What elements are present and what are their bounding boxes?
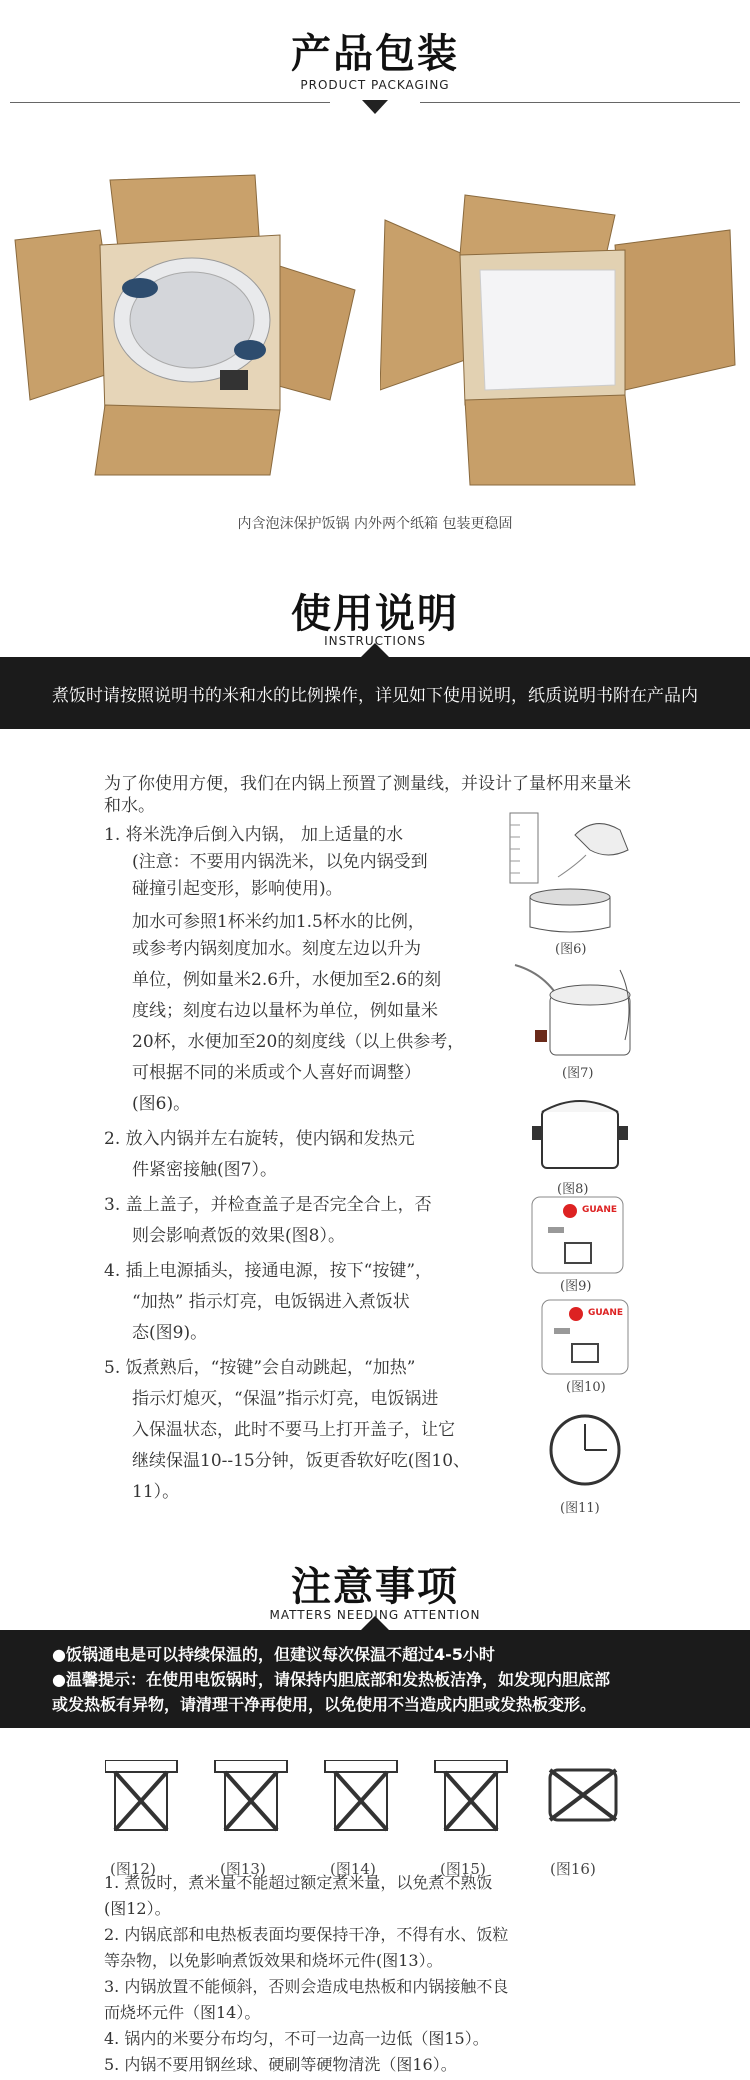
step4-line: 4. 插上电源插头，接通电源，按下“按键”， — [104, 1261, 433, 1281]
instructions-banner — [0, 657, 750, 729]
step5-line: 指示灯熄灭，“保温”指示灯亮，电饭锅进 — [132, 1389, 439, 1409]
attention-item: (图12）。 — [104, 1899, 171, 1918]
attention-banner-line: 或发热板有异物，请清理干净再使用，以免使用不当造成内胆或发热板变形。 — [52, 1695, 597, 1714]
step1-line: 加水可参照1杯米约加1.5杯水的比例， — [132, 912, 425, 932]
attention-item: 1. 煮饭时，煮米量不能超过额定煮米量，以免煮不熟饭 — [104, 1873, 493, 1892]
packaging-caption: 内含泡沫保护饭锅 内外两个纸箱 包装更稳固 — [237, 516, 513, 532]
warning-figures-row — [105, 1760, 665, 1850]
attention-subtitle: MATTERS NEEDING ATTENTION — [269, 1608, 481, 1622]
packaging-title: 产品包装 — [291, 31, 459, 77]
figure6-caption: (图6) — [555, 942, 587, 957]
instructions-title: 使用说明 — [291, 591, 459, 637]
step5-line: 11）。 — [132, 1482, 180, 1502]
step1-line: 或参考内锅刻度加水。刻度左边以升为 — [132, 939, 421, 959]
step1-line: 碰撞引起变形，影响使用)。 — [132, 879, 343, 899]
figure10-brand: GUANE — [588, 1308, 624, 1318]
attention-item: 等杂物，以免影响煮饭效果和烧坏元件(图13）。 — [104, 1951, 443, 1970]
step2-line: 2. 放入内锅并左右旋转，使内锅和发热元 — [104, 1129, 415, 1149]
figure15-caption: (图15) — [440, 1860, 486, 1878]
banner-notch — [361, 643, 389, 657]
step1-line: 度线；刻度右边以量杯为单位，例如量米 — [132, 1001, 438, 1021]
figure12-caption: (图12) — [110, 1860, 156, 1878]
step3-line: 3. 盖上盖子，并检查盖子是否完全合上，否 — [104, 1195, 432, 1215]
figure7-illustration — [505, 950, 645, 1065]
attention-list — [104, 1870, 664, 2078]
step1-line: 单位，例如量米2.6升，水便加至2.6的刻 — [132, 970, 442, 990]
figure9-brand: GUANE — [582, 1205, 618, 1215]
step4-line: 态(图9)。 — [132, 1323, 208, 1343]
step3-line: 则会影响煮饭的效果(图8）。 — [132, 1226, 345, 1246]
step5-line: 入保温状态，此时不要马上打开盖子，让它 — [132, 1420, 455, 1440]
down-arrow-icon — [362, 100, 388, 114]
instructions-banner-text: 煮饭时请按照说明书的米和水的比例操作，详见如下使用说明，纸质说明书附在产品内 — [52, 686, 698, 706]
divider-left — [10, 102, 330, 103]
intro-text: 为了你使用方便，我们在内锅上预置了测量线，并设计了量杯用来量米和水。 — [104, 774, 631, 816]
figure13-caption: (图13) — [220, 1860, 266, 1878]
box-with-cooker-photo — [10, 170, 370, 480]
step1-line: 1. 将米洗净后倒入内锅， 加上适量的水 — [104, 825, 404, 845]
figure10-caption: (图10) — [566, 1380, 606, 1395]
figure7-caption: (图7) — [562, 1066, 594, 1081]
instructions-subtitle: INSTRUCTIONS — [324, 634, 426, 648]
figure11-caption: (图11) — [560, 1501, 600, 1516]
figure9-caption: (图9) — [560, 1279, 592, 1294]
attention-item: 5. 内锅不要用钢丝球、硬刷等硬物清洗（图16）。 — [104, 2055, 457, 2074]
figure8-caption: (图8) — [557, 1182, 589, 1197]
figure13-icon — [215, 1760, 287, 1830]
attention-item: 4. 锅内的米要分布均匀，不可一边高一边低（图15）。 — [104, 2029, 489, 2048]
attention-title: 注意事项 — [291, 1564, 459, 1610]
figure11-clock-icon — [545, 1410, 625, 1490]
packaging-subtitle: PRODUCT PACKAGING — [300, 78, 450, 92]
attention-banner-line: ●饭锅通电是可以持续保温的，但建议每次保温不超过4-5小时 — [52, 1645, 495, 1664]
figure12-icon — [105, 1760, 177, 1830]
instructions-steps — [104, 822, 524, 1506]
step5-line: 继续保温10--15分钟，饭更香软好吃(图10、 — [132, 1451, 471, 1471]
figure16-caption: (图16) — [550, 1860, 596, 1878]
attention-item: 3. 内锅放置不能倾斜，否则会造成电热板和内锅接触不良 — [104, 1977, 509, 1996]
step1-line: (注意：不要用内锅洗米，以免内锅受到 — [132, 852, 428, 872]
attention-item: 2. 内锅底部和电热板表面均要保持干净，不得有水、饭粒 — [104, 1925, 509, 1944]
attention-item: 而烧坏元件（图14）。 — [104, 2003, 261, 2022]
box-with-foam-photo — [380, 190, 740, 490]
attention-banner — [0, 1630, 750, 1728]
attention-banner-line: ●温馨提示：在使用电饭锅时，请保持内胆底部和发热板洁净，如发现内胆底部 — [52, 1670, 610, 1689]
figure8-illustration — [530, 1090, 630, 1180]
step1-line: 20杯，水便加至20的刻度线（以上供参考， — [132, 1032, 465, 1052]
step2-line: 件紧密接触(图7）。 — [132, 1160, 277, 1180]
figure15-icon — [435, 1760, 507, 1830]
banner-notch — [361, 1616, 389, 1630]
step1-line: (图6)。 — [132, 1094, 191, 1114]
attention-banner-text — [52, 1642, 610, 1717]
figure14-icon — [325, 1760, 397, 1830]
figure14-caption: (图14) — [330, 1860, 376, 1878]
step1-line: 可根据不同的米质或个人喜好而调整） — [132, 1063, 421, 1083]
step5-line: 5. 饭煮熟后，“按键”会自动跳起，“加热” — [104, 1358, 416, 1378]
step4-line: “加热” 指示灯亮，电饭锅进入煮饭状 — [132, 1292, 410, 1312]
divider-right — [420, 102, 740, 103]
figure16-icon — [550, 1770, 616, 1820]
figure6-illustration — [490, 805, 640, 940]
